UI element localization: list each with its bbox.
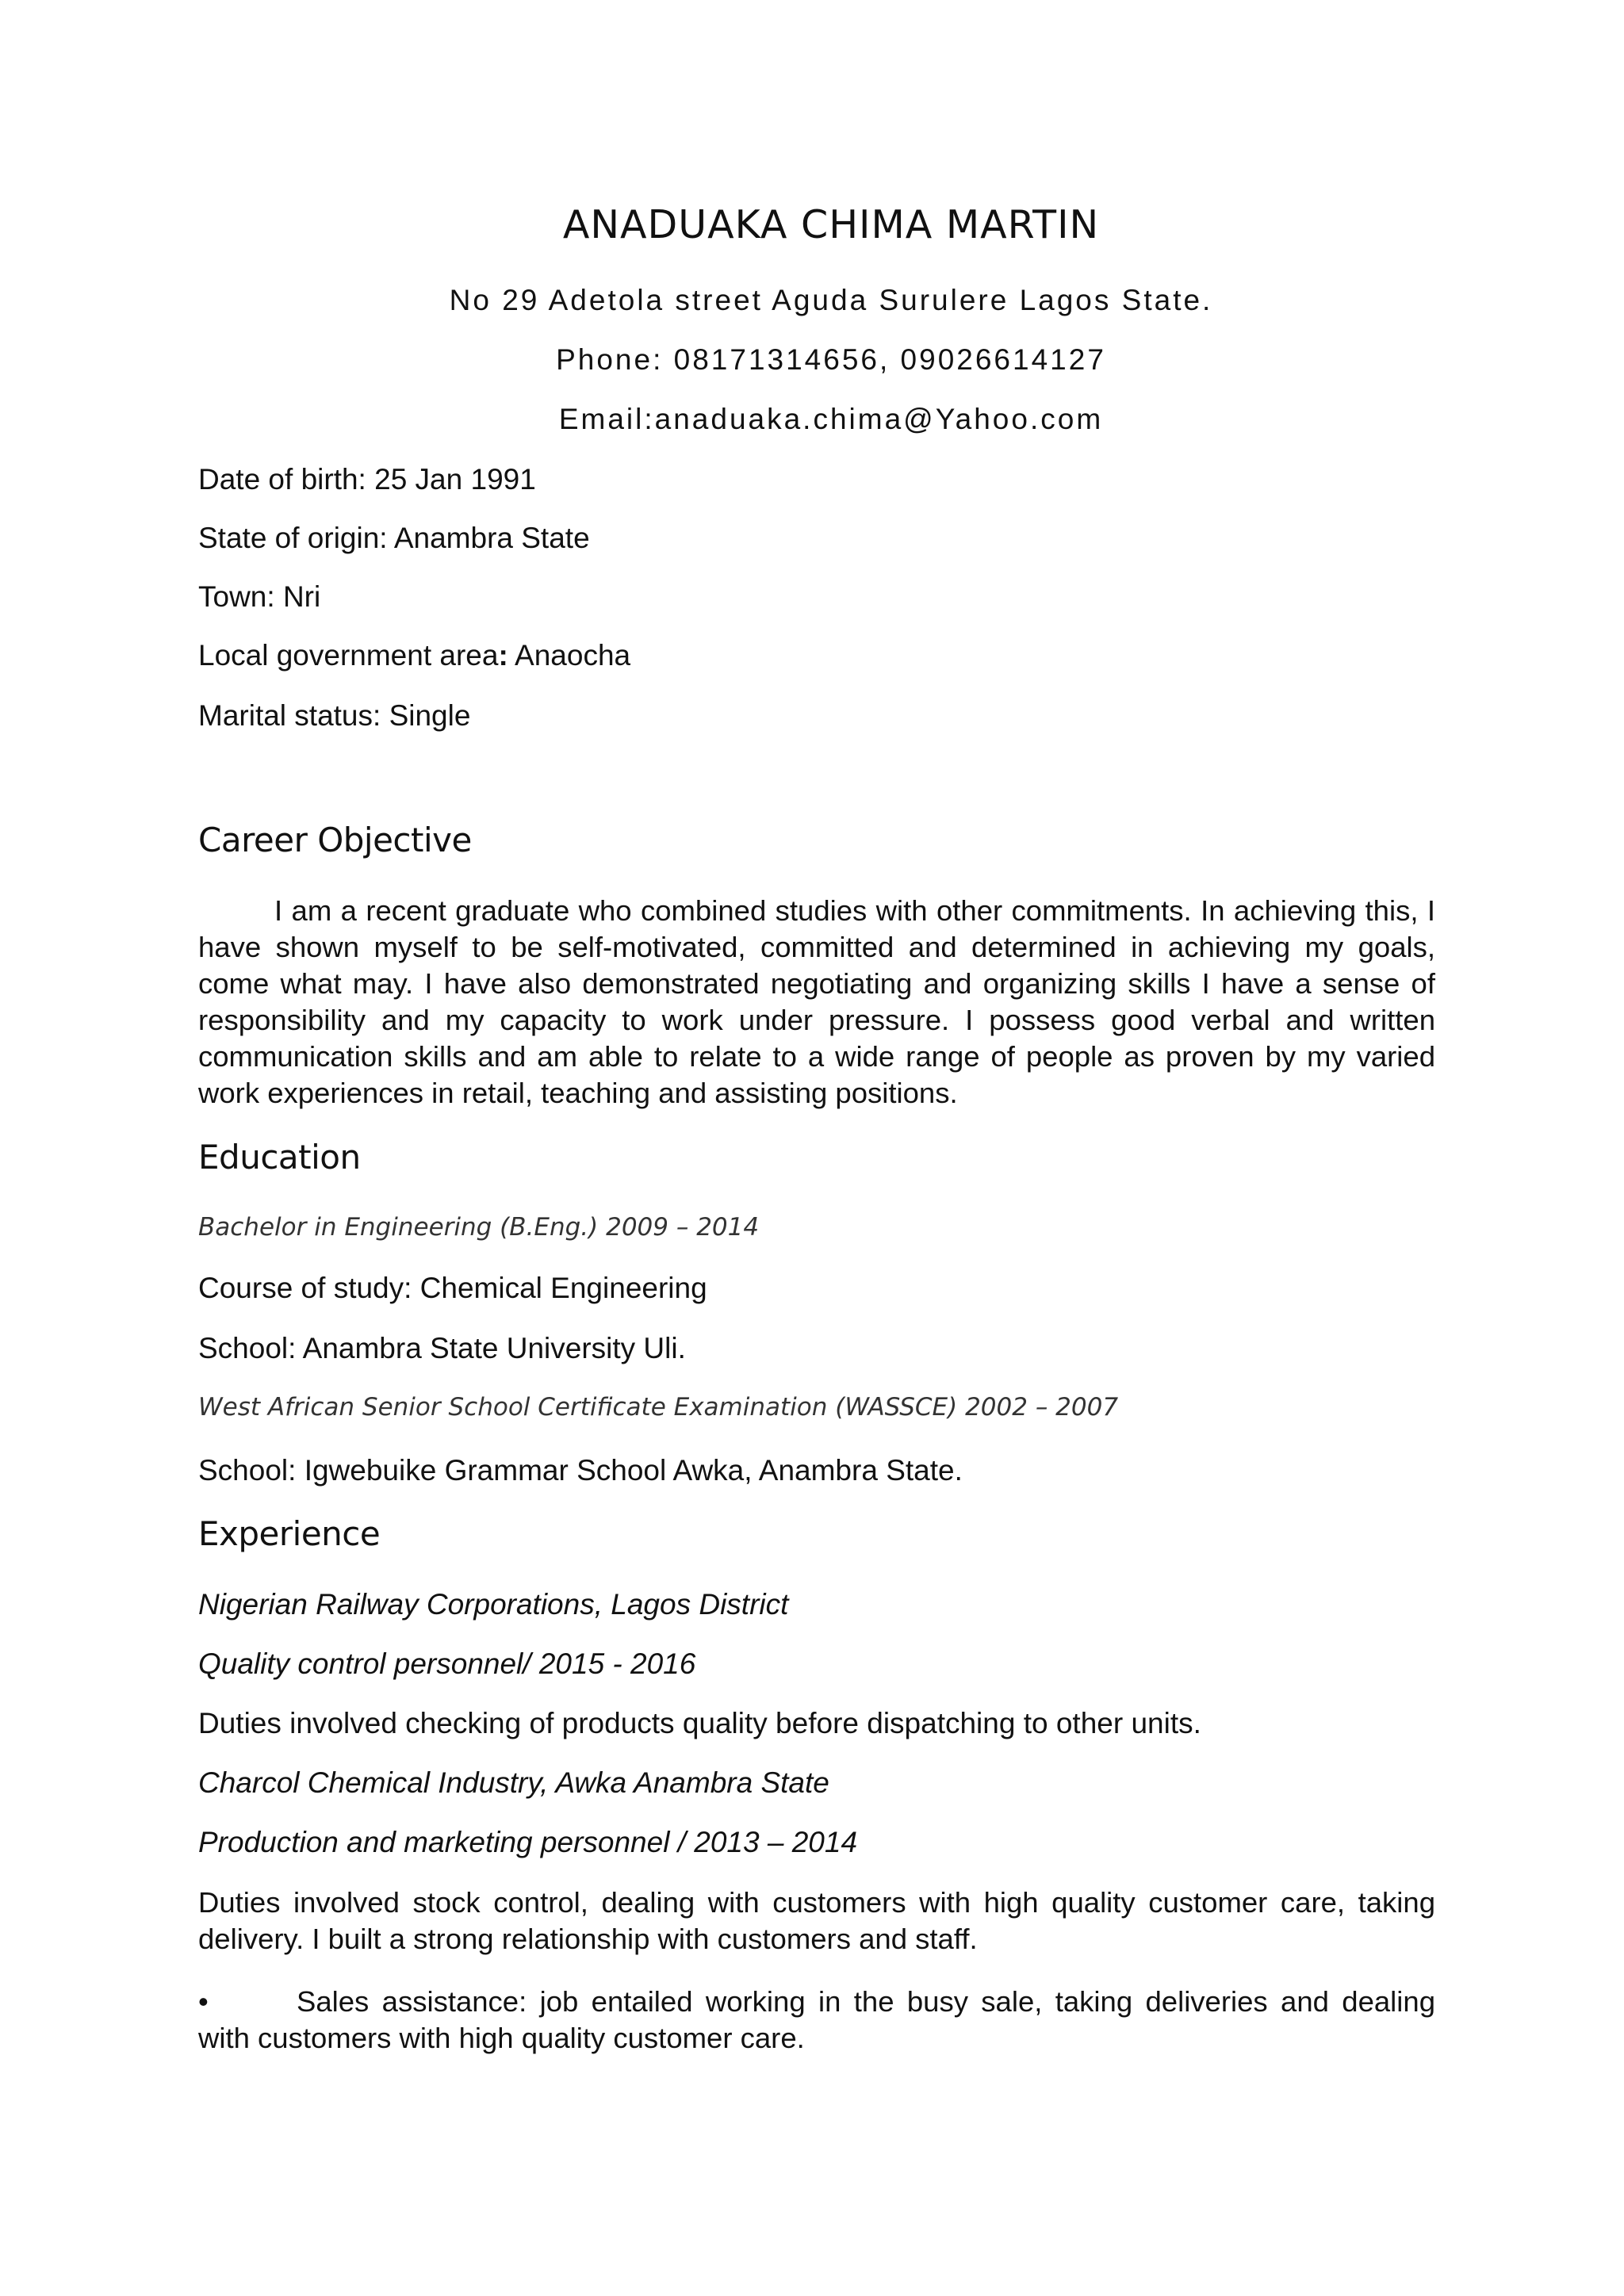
career-heading: Career Objective bbox=[198, 821, 472, 859]
job1-duties: Duties involved checking of products quality before dispatching to other units. bbox=[198, 1707, 1201, 1739]
school-line-2: School: Igwebuike Grammar School Awka, Anambra State. bbox=[198, 1454, 963, 1487]
bullet-marker: • bbox=[198, 1985, 209, 2018]
marital-field bbox=[198, 699, 470, 733]
lga-colon: : bbox=[498, 639, 508, 672]
lga-field bbox=[198, 639, 630, 672]
town-value: Nri bbox=[282, 580, 321, 613]
experience-heading: Experience bbox=[198, 1514, 381, 1553]
certificate-line: West African Senior School Certificate Examination (WASSCE) 2002 – 2007 bbox=[198, 1393, 1119, 1422]
marital-label: Marital status: bbox=[198, 699, 381, 732]
job2-title: Production and marketing personnel / 2013 – 2014 bbox=[198, 1826, 858, 1858]
degree-line: Bachelor in Engineering (B.Eng.) 2009 – 2014 bbox=[198, 1213, 760, 1242]
origin-value: Anambra State bbox=[393, 522, 590, 554]
dob-field bbox=[198, 463, 536, 496]
address-line: No 29 Adetola street Aguda Surulere Lagos State. bbox=[449, 284, 1213, 316]
origin-field bbox=[198, 522, 590, 555]
phone-line: Phone: 08171314656, 09026614127 bbox=[556, 343, 1106, 376]
lga-label: Local government area bbox=[198, 639, 499, 672]
job1-company: Nigerian Railway Corporations, Lagos District bbox=[198, 1588, 789, 1621]
career-paragraph bbox=[198, 893, 1435, 1112]
town-field bbox=[198, 580, 320, 614]
town-label: Town: bbox=[198, 580, 275, 613]
school-line-1: School: Anambra State University Uli. bbox=[198, 1332, 686, 1364]
job2-duties: Duties involved stock control, dealing with customers with high quality customer care, taking delivery. I built a strong relationship with customers and staff. bbox=[198, 1886, 1435, 1955]
email-line: Email:anaduaka.chima@Yahoo.com bbox=[558, 403, 1104, 435]
career-text: I am a recent graduate who combined studies with other commitments. In achieving this, I have shown myself to be self-motivated, committed and determined in achieving my goals, come what may. I have also demonstrated negotiating and organizing skills I have a sense of responsibility and my capacity to work under pressure. I possess good verbal and written communication skills and am able to relate to a wide range of people as proven by my varied work experiences in retail, teaching and assisting positions. bbox=[198, 894, 1435, 1109]
lga-value: Anaocha bbox=[515, 639, 631, 672]
dob-value: 25 Jan 1991 bbox=[374, 463, 536, 496]
origin-label: State of origin: bbox=[198, 522, 388, 554]
marital-value: Single bbox=[389, 699, 471, 732]
job2-duties-block bbox=[198, 1885, 1435, 1957]
education-heading: Education bbox=[198, 1138, 361, 1177]
job2-company: Charcol Chemical Industry, Awka Anambra State bbox=[198, 1766, 829, 1799]
course-line: Course of study: Chemical Engineering bbox=[198, 1272, 707, 1304]
bullet-text: Sales assistance: job entailed working in the busy sale, taking deliveries and dealing with customers with high quality customer care. bbox=[198, 1985, 1435, 2054]
job1-title: Quality control personnel/ 2015 - 2016 bbox=[198, 1647, 696, 1680]
dob-label: Date of birth: bbox=[198, 463, 366, 496]
candidate-name: ANADUAKA CHIMA MARTIN bbox=[562, 202, 1100, 247]
bullet-item bbox=[198, 1984, 1435, 2057]
